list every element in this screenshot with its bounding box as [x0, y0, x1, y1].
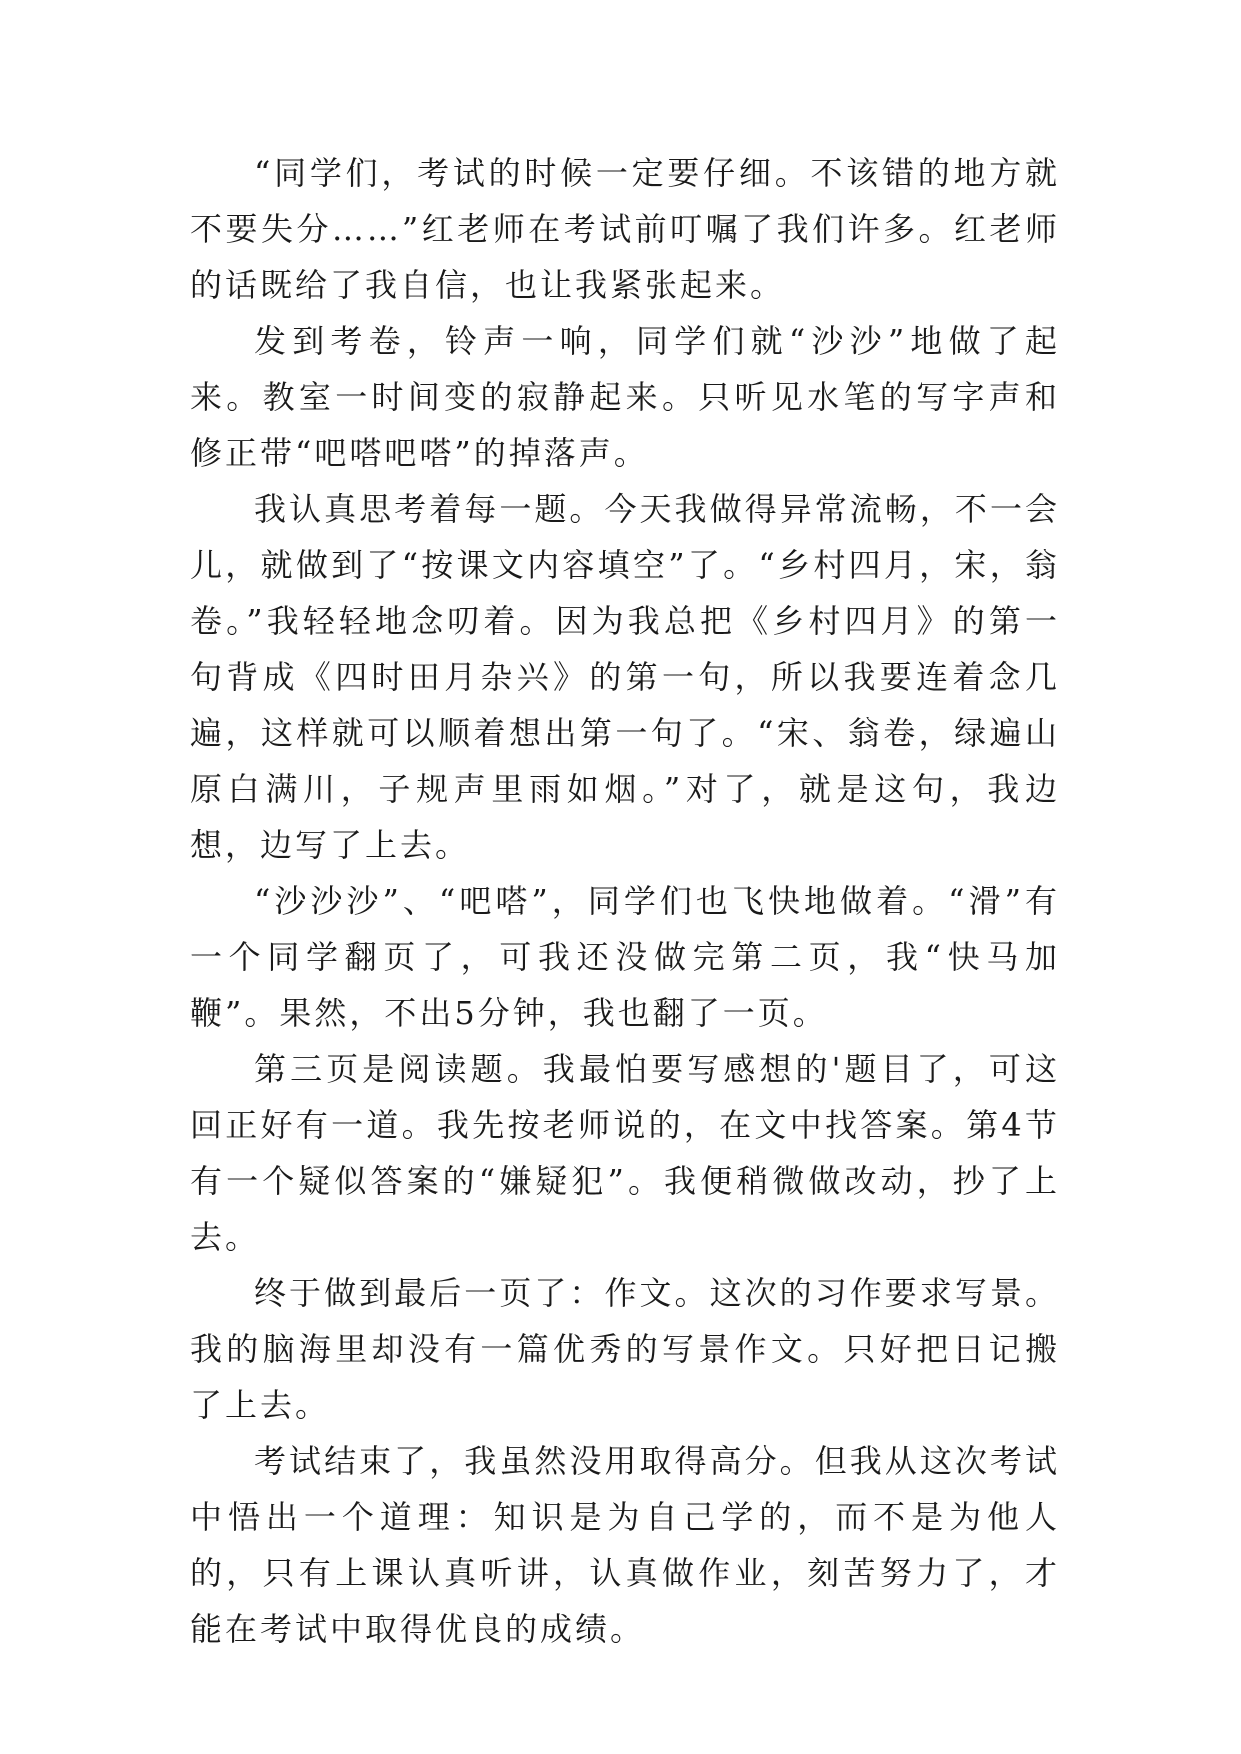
paragraph-6: 终于做到最后一页了：作文。这次的习作要求写景。我的脑海里却没有一篇优秀的写景作文。只好把日记搬了上去。: [190, 1274, 1060, 1424]
essay-body: [190, 145, 1060, 1657]
paragraph-1: “同学们，考试的时候一定要仔细。不该错的地方就不要失分……”红老师在考试前叮嘱了我们许多。红老师的话既给了我自信，也让我紧张起来。: [190, 154, 1060, 304]
paragraph-3: 我认真思考着每一题。今天我做得异常流畅，不一会儿，就做到了“按课文内容填空”了。“乡村四月，宋，翁卷。”我轻轻地念叨着。因为我总把《乡村四月》的第一句背成《四时田月杂兴》的第一句，所以我要连着念几遍，这样就可以顺着想出第一句了。“宋、翁卷，绿遍山原白满川，子规声里雨如烟。”对了，就是这句，我边想，边写了上去。: [190, 490, 1060, 864]
paragraph-4: “沙沙沙”、“吧嗒”，同学们也飞快地做着。“滑”有一个同学翻页了，可我还没做完第二页，我“快马加鞭”。果然，不出5分钟，我也翻了一页。: [190, 882, 1060, 1032]
paragraph-2: 发到考卷，铃声一响，同学们就“沙沙”地做了起来。教室一时间变的寂静起来。只听见水笔的写字声和修正带“吧嗒吧嗒”的掉落声。: [190, 322, 1060, 472]
paragraph-5: 第三页是阅读题。我最怕要写感想的'题目了，可这回正好有一道。我先按老师说的，在文中找答案。第4节有一个疑似答案的“嫌疑犯”。我便稍微做改动，抄了上去。: [190, 1050, 1060, 1256]
paragraph-7: 考试结束了，我虽然没用取得高分。但我从这次考试中悟出一个道理：知识是为自己学的，而不是为他人的，只有上课认真听讲，认真做作业，刻苦努力了，才能在考试中取得优良的成绩。: [190, 1442, 1060, 1648]
